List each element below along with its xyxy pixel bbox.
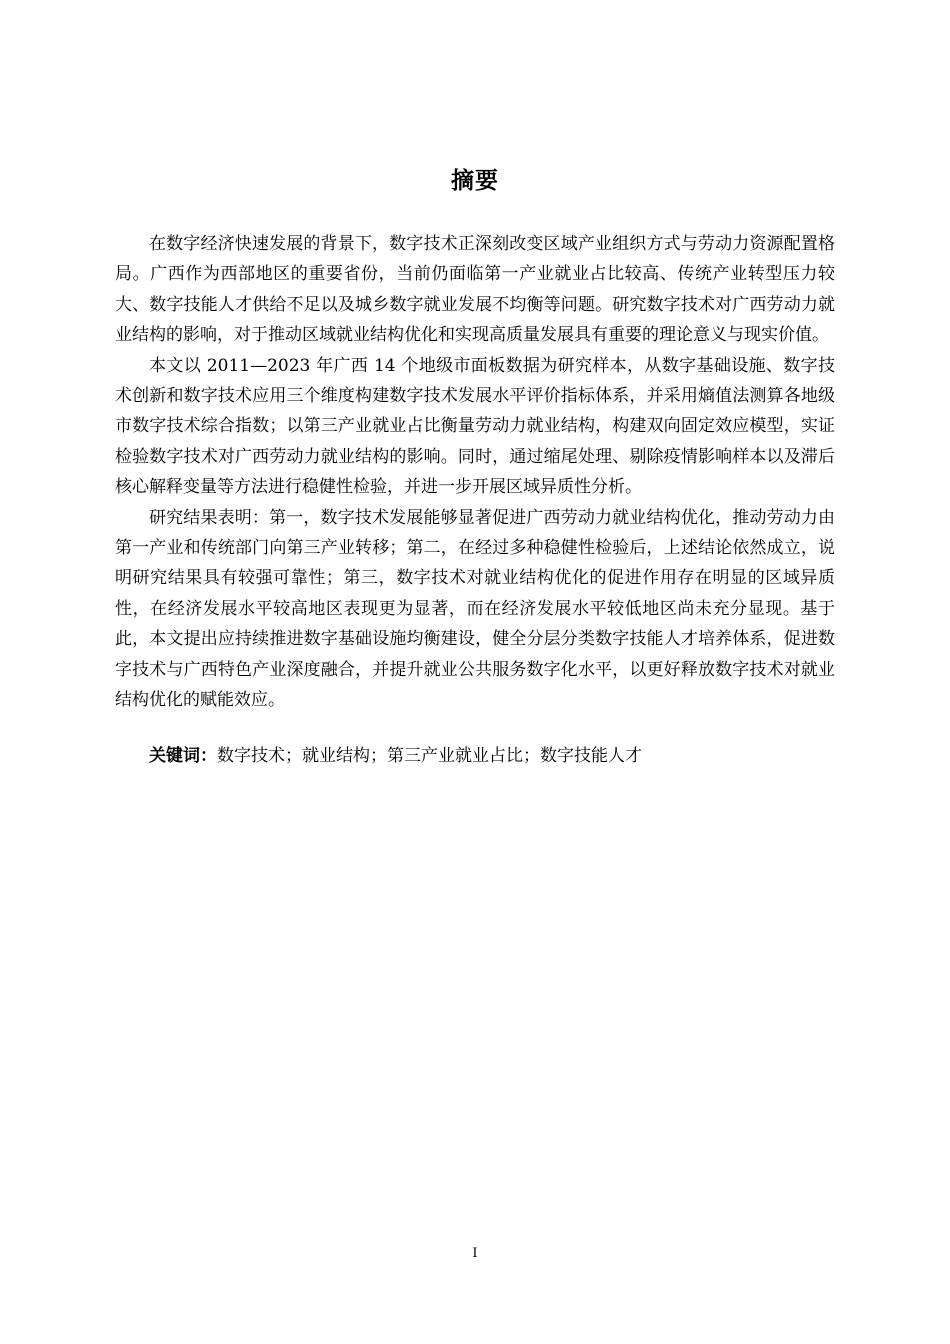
abstract-body [115,229,835,771]
keywords-text: 数字技术；就业结构；第三产业就业占比；数字技能人才 [217,745,642,766]
abstract-paragraph-results: 研究结果表明：第一，数字技术发展能够显著促进广西劳动力就业结构优化，推动劳动力由第一产业和传统部门向第三产业转移；第二，在经过多种稳健性检验后，上述结论依然成立，说明研究结果具有较强可靠性；第三，数字技术对就业结构优化的促进作用存在明显的区域异质性，在经济发展水平较高地区表现更为显著，而在经济发展水平较低地区尚未充分显现。基于此，本文提出应持续推进数字基础设施均衡建设，健全分层分类数字技能人才培养体系，促进数字技术与广西特色产业深度融合，并提升就业公共服务数字化水平，以更好释放数字技术对就业结构优化的赋能效应。 [115,507,835,711]
abstract-title: 摘要 [451,168,499,194]
page-number: I [472,1246,478,1261]
abstract-paragraph-method: 本文以 2011—2023 年广西 14 个地级市面板数据为研究样本，从数字基础设施、数字技术创新和数字技术应用三个维度构建数字技术发展水平评价指标体系，并采用熵值法测算各地级市数字技术综合指数；以第三产业就业占比衡量劳动力就业结构，构建双向固定效应模型，实证检验数字技术对广西劳动力就业结构的影响。同时，通过缩尾处理、剔除疫情影响样本以及滞后核心解释变量等方法进行稳健性检验，并进一步开展区域异质性分析。 [115,355,835,498]
keywords-label: 关键词： [149,745,217,766]
abstract-paragraph-background: 在数字经济快速发展的背景下，数字技术正深刻改变区域产业组织方式与劳动力资源配置格局。广西作为西部地区的重要省份，当前仍面临第一产业就业占比较高、传统产业转型压力较大、数字技能人才供给不足以及城乡数字就业发展不均衡等问题。研究数字技术对广西劳动力就业结构的影响，对于推动区域就业结构优化和实现高质量发展具有重要的理论意义与现实价值。 [115,234,835,346]
keywords-line [115,741,835,771]
